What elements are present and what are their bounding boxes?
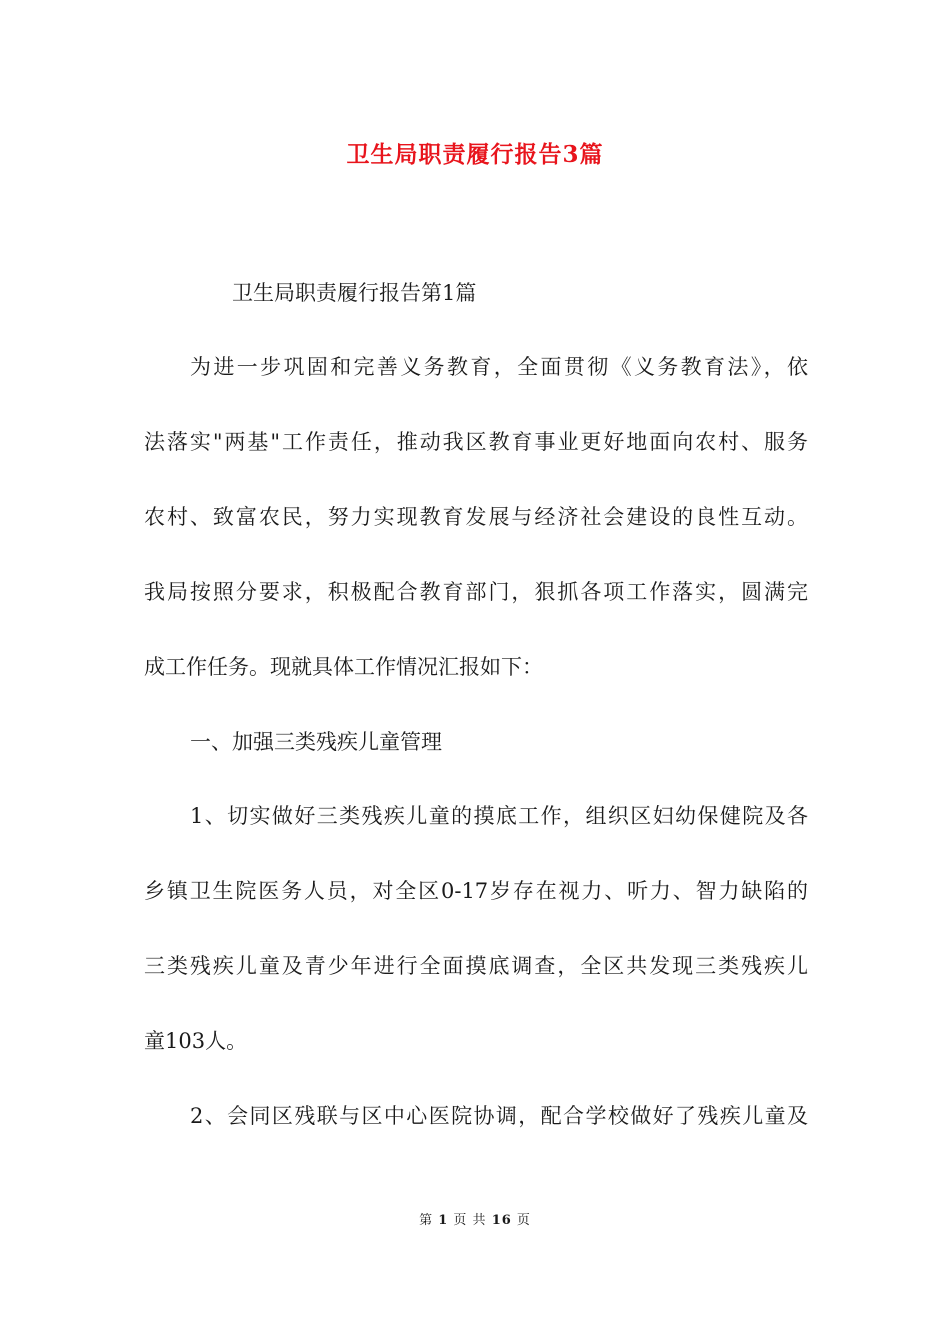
footer-suffix: 页 [516,1213,531,1228]
footer-total-pages: 16 [491,1213,512,1228]
paragraph-line: 2、会同区残联与区中心医院协调，配合学校做好了残疾儿童及 [190,1104,808,1128]
section-heading: 卫生局职责履行报告第1篇 [232,281,477,305]
paragraph-line: 我局按照分要求，积极配合教育部门，狠抓各项工作落实，圆满完 [144,580,808,604]
footer-prefix: 第 [419,1213,434,1228]
paragraph-line: 童103人。 [144,1029,248,1053]
paragraph-line: 成工作任务。现就具体工作情况汇报如下： [144,655,543,679]
paragraph-line: 为进一步巩固和完善义务教育，全面贯彻《义务教育法》，依 [190,355,808,379]
paragraph-line: 1、切实做好三类残疾儿童的摸底工作，组织区妇幼保健院及各 [190,804,808,828]
subsection-heading: 一、加强三类残疾儿童管理 [190,730,442,754]
footer-page-number: 1 [438,1213,449,1228]
page-footer [0,1209,950,1228]
footer-middle: 页 共 [453,1213,487,1228]
paragraph-line: 乡镇卫生院医务人员，对全区0-17岁存在视力、听力、智力缺陷的 [144,879,808,903]
paragraph-line: 法落实"两基"工作责任，推动我区教育事业更好地面向农村、服务 [144,430,808,454]
document-title: 卫生局职责履行报告3篇 [346,141,604,168]
paragraph-line: 农村、致富农民，努力实现教育发展与经济社会建设的良性互动。 [144,505,808,529]
paragraph-line: 三类残疾儿童及青少年进行全面摸底调查，全区共发现三类残疾儿 [144,954,808,978]
